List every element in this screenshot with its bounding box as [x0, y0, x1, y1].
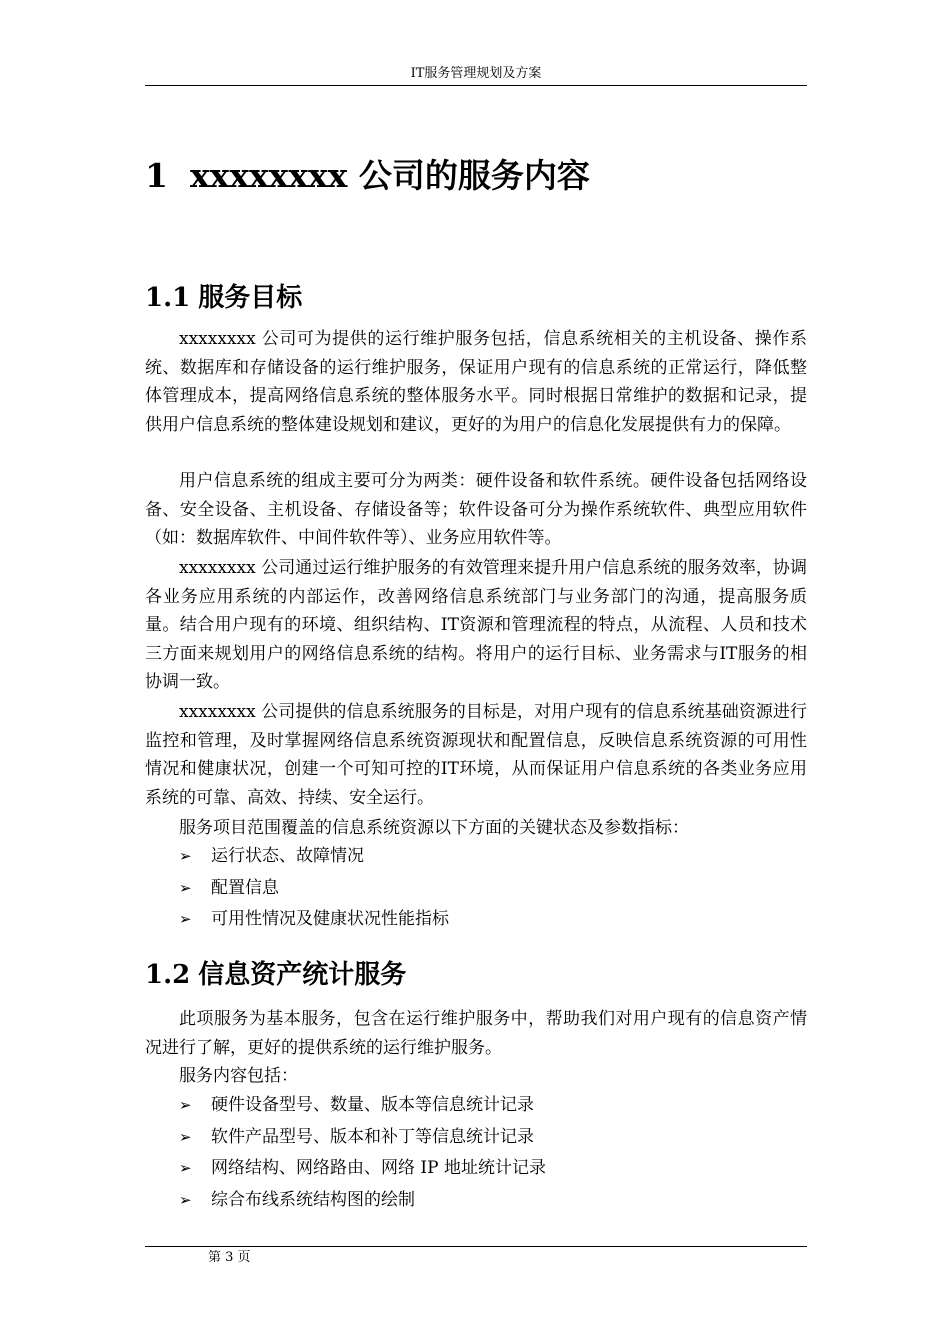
arrow-bullet-icon: ➢: [179, 878, 192, 897]
list-item: [145, 904, 807, 936]
list-item: [145, 1153, 807, 1185]
arrow-bullet-icon: ➢: [179, 847, 192, 865]
chapter-heading: [145, 152, 590, 200]
arrow-bullet-icon: ➢: [179, 1159, 192, 1177]
list-item: [145, 873, 807, 905]
chapter-number: 1: [145, 156, 168, 195]
arrow-bullet-icon: ➢: [179, 1127, 192, 1146]
section-heading-asset-statistics: [145, 955, 406, 995]
list-item: [145, 1185, 807, 1217]
section-number: 1.2: [145, 960, 191, 990]
list-item: [145, 1090, 807, 1122]
list-item: [145, 841, 807, 873]
paragraph: 服务项目范围覆盖的信息系统资源以下方面的关键状态及参数指标：: [179, 818, 689, 838]
page-number: 第 3 页: [208, 1250, 251, 1265]
list-item-text: 可用性情况及健康状况性能指标: [211, 909, 449, 929]
arrow-bullet-icon: ➢: [179, 1096, 192, 1114]
list-item-text: 综合布线系统结构图的绘制: [211, 1189, 415, 1210]
header-rule: [145, 85, 807, 86]
footer-rule: [145, 1246, 807, 1247]
bullet-list: [145, 841, 807, 936]
list-item-text: 网络结构、网络路由、网络 IP 地址统计记录: [211, 1158, 546, 1178]
paragraph: 服务内容包括：: [179, 1066, 298, 1086]
arrow-bullet-icon: ➢: [179, 1190, 192, 1209]
paragraph: xxxxxxxx 公司提供的信息系统服务的目标是，对用户现有的信息系统基础资源进行监控和管理，及时掌握网络信息系统资源现状和配置信息，反映信息系统资源的可用性情况和健康状况，创建一个可知可控的IT环境，从而保证用户信息系统的各类业务应用系统的可靠、高效、持续、安全运行。: [145, 702, 807, 808]
chapter-title: xxxxxxxx 公司的服务内容: [189, 156, 590, 195]
list-item: [145, 1122, 807, 1154]
list-item-text: 硬件设备型号、数量、版本等信息统计记录: [211, 1095, 534, 1115]
list-item-text: 配置信息: [211, 877, 279, 898]
section-heading-service-goals: [145, 278, 302, 318]
list-item-text: 软件产品型号、版本和补丁等信息统计记录: [211, 1126, 534, 1147]
section-number: 1.1: [145, 283, 191, 313]
paragraph: xxxxxxxx 公司通过运行维护服务的有效管理来提升用户信息系统的服务效率，协调各业务应用系统的内部运作，改善网络信息系统部门与业务部门的沟通，提高服务质量。结合用户现有的环境、组织结构、IT资源和管理流程的特点，从流程、人员和技术三方面来规划用户的网络信息系统的结构。将用户的运行目标、业务需求与IT服务的相协调一致。: [145, 558, 807, 693]
paragraph: 用户信息系统的组成主要可分为两类：硬件设备和软件系统。硬件设备包括网络设备、安全设备、主机设备、存储设备等；软件设备可分为操作系统软件、典型应用软件（如：数据库软件、中间件软件等）、业务应用软件等。: [145, 471, 807, 549]
bullet-list: [145, 1090, 807, 1216]
list-item-text: 运行状态、故障情况: [211, 846, 364, 866]
arrow-bullet-icon: ➢: [179, 910, 192, 928]
page-header: IT服务管理规划及方案: [410, 66, 542, 81]
section-title: 信息资产统计服务: [198, 960, 407, 990]
paragraph: 此项服务为基本服务，包含在运行维护服务中，帮助我们对用户现有的信息资产情况进行了解，更好的提供系统的运行维护服务。: [145, 1009, 807, 1058]
paragraph: xxxxxxxx 公司可为提供的运行维护服务包括，信息系统相关的主机设备、操作系统、数据库和存储设备的运行维护服务，保证用户现有的信息系统的正常运行，降低整体管理成本，提高网络信息系统的整体服务水平。同时根据日常维护的数据和记录，提供用户信息系统的整体建设规划和建议，更好的为用户的信息化发展提供有力的保障。: [145, 329, 807, 435]
section-title: 服务目标: [198, 283, 303, 313]
